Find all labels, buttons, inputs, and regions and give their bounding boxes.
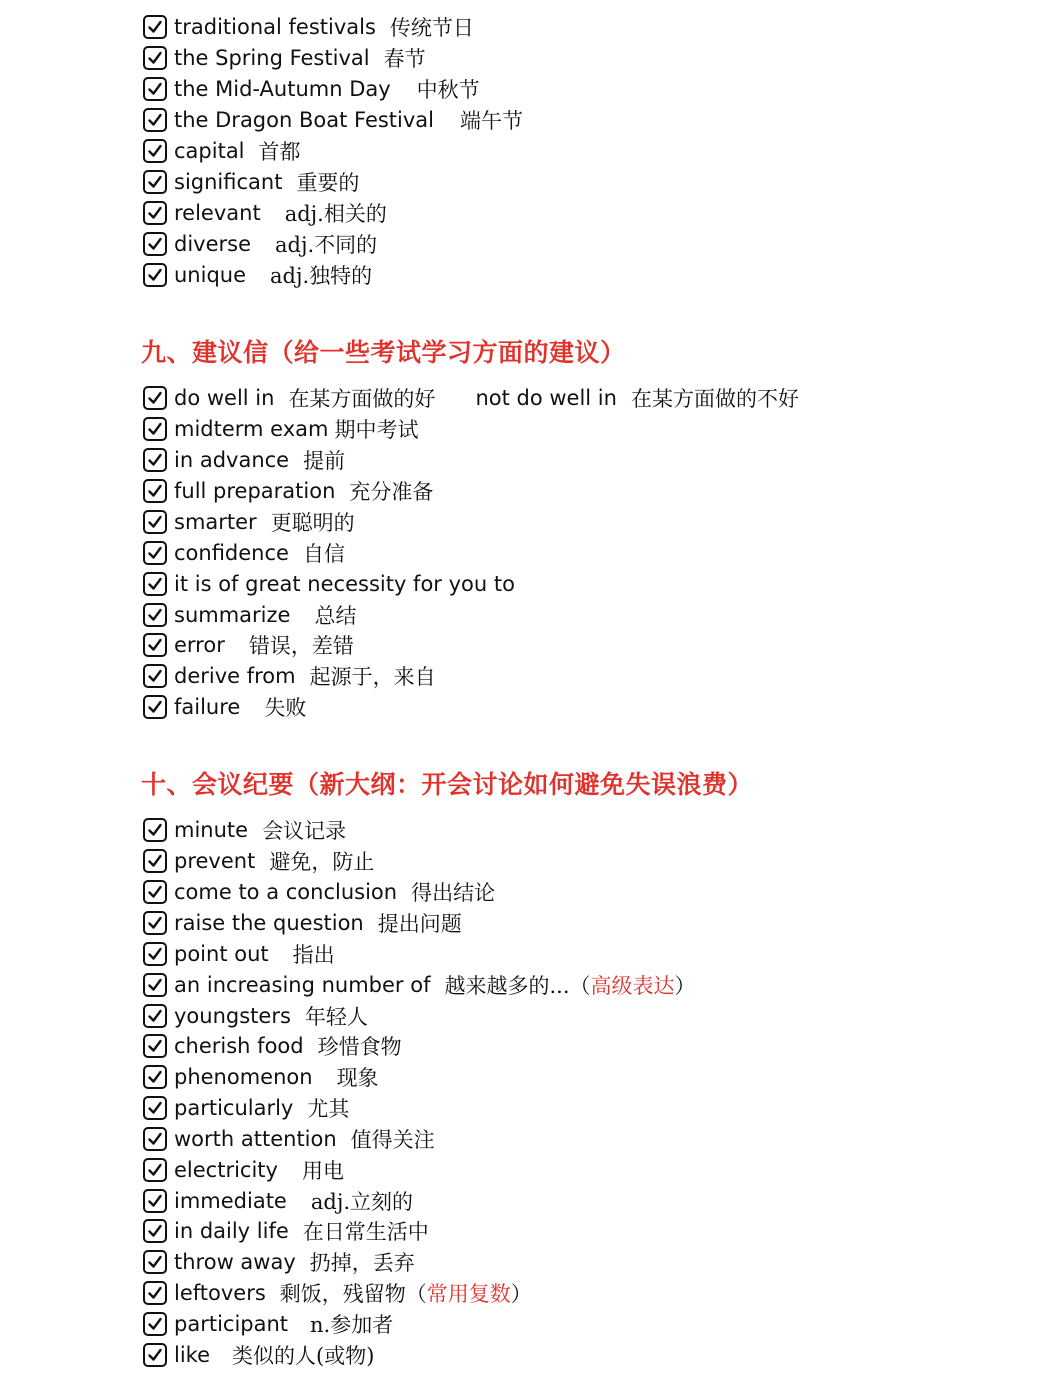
checkbox-checked-icon (143, 1127, 167, 1151)
term-chinese: 扔掉，丢弃 (309, 1250, 415, 1275)
term-chinese-secondary: 在某方面做的不好 (630, 386, 799, 411)
note-highlight: 常用复数 (426, 1281, 511, 1306)
list-item (143, 166, 359, 197)
list-item (143, 537, 345, 568)
term-english: leftovers (174, 1280, 266, 1305)
checkbox-checked-icon (143, 479, 167, 503)
checkbox-checked-icon (143, 911, 167, 935)
list-item (143, 104, 523, 135)
list-item (143, 413, 418, 444)
checkbox-checked-icon (143, 1158, 167, 1182)
list-item (143, 1246, 415, 1277)
checkbox-checked-icon (143, 46, 167, 70)
term-english: electricity (174, 1157, 278, 1182)
checkbox-checked-icon (143, 77, 167, 101)
term-chinese: adj.相关的 (284, 201, 387, 226)
checkbox-checked-icon (143, 386, 167, 410)
checkbox-checked-icon (143, 695, 167, 719)
term-english: the Mid-Autumn Day (174, 76, 391, 101)
checkbox-checked-icon (143, 1343, 167, 1367)
term-english: capital (174, 138, 245, 163)
list-item (143, 691, 306, 722)
term-chinese: 越来越多的...（ (444, 973, 591, 998)
checkbox-checked-icon (143, 541, 167, 565)
term-english: phenomenon (174, 1064, 313, 1089)
term-chinese: 首都 (258, 139, 301, 164)
section-heading: 十、会议纪要（新大纲：开会讨论如何避免失误浪费） (141, 770, 754, 799)
term-chinese: n.参加者 (310, 1312, 394, 1337)
term-english: unique (174, 262, 247, 287)
checkbox-checked-icon (143, 849, 167, 873)
checkbox-checked-icon (143, 880, 167, 904)
list-item (143, 876, 495, 907)
term-chinese: 年轻人 (304, 1004, 368, 1029)
term-chinese: 端午节 (460, 108, 523, 133)
checkbox-checked-icon (143, 664, 167, 688)
list-item (143, 845, 374, 876)
list-item (143, 135, 301, 166)
checkbox-checked-icon (143, 1189, 167, 1213)
section-heading: 九、建议信（给一些考试学习方面的建议） (141, 338, 626, 367)
term-english: midterm exam (174, 416, 329, 441)
term-english: prevent (174, 848, 256, 873)
term-english: traditional festivals (174, 14, 376, 39)
note-highlight: 高级表达 (590, 973, 675, 998)
list-item (143, 444, 345, 475)
checkbox-checked-icon (143, 448, 167, 472)
term-chinese: 起源于，来自 (309, 664, 436, 689)
list-item (143, 629, 354, 660)
list-item (143, 1154, 344, 1185)
list-item (143, 197, 387, 228)
term-english: come to a conclusion (174, 879, 398, 904)
term-english: participant (174, 1311, 289, 1336)
list-item (143, 506, 355, 537)
checkbox-checked-icon (143, 510, 167, 534)
term-english: failure (174, 694, 241, 719)
checkbox-checked-icon (143, 139, 167, 163)
checkbox-checked-icon (143, 1034, 167, 1058)
term-chinese: 会议记录 (262, 818, 347, 843)
list-item (143, 73, 480, 104)
term-chinese: adj.独特的 (270, 263, 373, 288)
term-english: smarter (174, 509, 257, 534)
term-chinese: 类似的人(或物) (232, 1343, 375, 1368)
list-item (143, 1123, 435, 1154)
list-item (143, 568, 515, 599)
term-english: error (174, 632, 225, 657)
list-item (143, 1030, 402, 1061)
list-item (143, 1092, 349, 1123)
term-english: diverse (174, 231, 252, 256)
term-english: like (174, 1342, 211, 1367)
term-chinese: 中秋节 (416, 77, 480, 102)
term-chinese: 自信 (302, 541, 345, 566)
list-item (143, 599, 356, 630)
list-item (143, 228, 377, 259)
term-english: full preparation (174, 478, 336, 503)
checkbox-checked-icon (143, 633, 167, 657)
checkbox-checked-icon (143, 942, 167, 966)
term-english: raise the question (174, 910, 364, 935)
term-chinese: 在某方面做的好 (288, 386, 436, 411)
list-item (143, 1215, 429, 1246)
term-english: confidence (174, 540, 289, 565)
list-item (143, 814, 346, 845)
term-chinese: 更聪明的 (270, 510, 355, 535)
term-english: the Dragon Boat Festival (174, 107, 434, 132)
term-chinese: 提前 (303, 448, 346, 473)
checkbox-checked-icon (143, 1096, 167, 1120)
term-chinese: 重要的 (296, 170, 360, 195)
term-english: point out (174, 941, 269, 966)
term-chinese: 错误，差错 (248, 633, 354, 658)
term-chinese: 尤其 (307, 1096, 350, 1121)
term-chinese: 在日常生活中 (302, 1219, 429, 1244)
checkbox-checked-icon (143, 1312, 167, 1336)
term-english: summarize (174, 602, 291, 627)
term-english: in daily life (174, 1218, 289, 1243)
note-close-paren: ） (510, 1281, 532, 1306)
list-item (143, 1277, 532, 1308)
term-chinese: 指出 (292, 942, 335, 967)
checkbox-checked-icon (143, 417, 167, 441)
list-item (143, 907, 462, 938)
term-english: worth attention (174, 1126, 337, 1151)
term-chinese: adj.立刻的 (310, 1189, 414, 1214)
checkbox-checked-icon (143, 1281, 167, 1305)
term-chinese: 春节 (383, 46, 426, 71)
list-item (143, 660, 436, 691)
list-item (143, 1185, 413, 1216)
term-english: throw away (174, 1249, 296, 1274)
checkbox-checked-icon (143, 108, 167, 132)
note-close-paren: ） (674, 973, 696, 998)
list-item (143, 259, 372, 290)
term-english: derive from (174, 663, 296, 688)
term-english: the Spring Festival (174, 45, 370, 70)
checkbox-checked-icon (143, 973, 167, 997)
term-english-secondary: not do well in (475, 385, 617, 410)
list-item (143, 1000, 368, 1031)
term-english: in advance (174, 447, 290, 472)
term-english: significant (174, 169, 283, 194)
term-chinese: 总结 (314, 603, 357, 628)
term-english: immediate (174, 1188, 287, 1213)
term-chinese: 得出结论 (411, 880, 496, 905)
list-item (143, 1061, 379, 1092)
term-chinese: 用电 (301, 1158, 344, 1183)
checkbox-checked-icon (143, 1004, 167, 1028)
checkbox-checked-icon (143, 1065, 167, 1089)
term-chinese: 提出问题 (377, 911, 462, 936)
term-english: youngsters (174, 1003, 291, 1028)
checkbox-checked-icon (143, 818, 167, 842)
term-english: cherish food (174, 1033, 304, 1058)
term-chinese: adj.不同的 (275, 232, 378, 257)
term-english: particularly (174, 1095, 294, 1120)
checkbox-checked-icon (143, 263, 167, 287)
term-english: minute (174, 817, 249, 842)
list-item (143, 42, 426, 73)
list-item (143, 1308, 393, 1339)
term-chinese: 避免，防止 (269, 849, 375, 874)
list-item (143, 1339, 374, 1370)
list-item (143, 11, 474, 42)
checkbox-checked-icon (143, 603, 167, 627)
list-item (143, 969, 696, 1000)
list-item (143, 382, 799, 413)
checkbox-checked-icon (143, 15, 167, 39)
term-chinese: 期中考试 (334, 417, 419, 442)
term-english: relevant (174, 200, 261, 225)
checkbox-checked-icon (143, 170, 167, 194)
list-item (143, 475, 433, 506)
term-chinese: 现象 (336, 1065, 379, 1090)
term-chinese: 充分准备 (349, 479, 434, 504)
checkbox-checked-icon (143, 572, 167, 596)
term-chinese: 剩饭，残留物（ (279, 1281, 427, 1306)
list-item (143, 938, 335, 969)
term-english: it is of great necessity for you to (174, 571, 515, 596)
term-chinese: 失败 (264, 695, 307, 720)
term-chinese: 珍惜食物 (317, 1034, 402, 1059)
term-english: do well in (174, 385, 275, 410)
checkbox-checked-icon (143, 1250, 167, 1274)
term-chinese: 值得关注 (350, 1127, 435, 1152)
term-chinese: 传统节日 (389, 15, 474, 40)
checkbox-checked-icon (143, 1219, 167, 1243)
checkbox-checked-icon (143, 232, 167, 256)
checkbox-checked-icon (143, 201, 167, 225)
term-english: an increasing number of (174, 972, 431, 997)
